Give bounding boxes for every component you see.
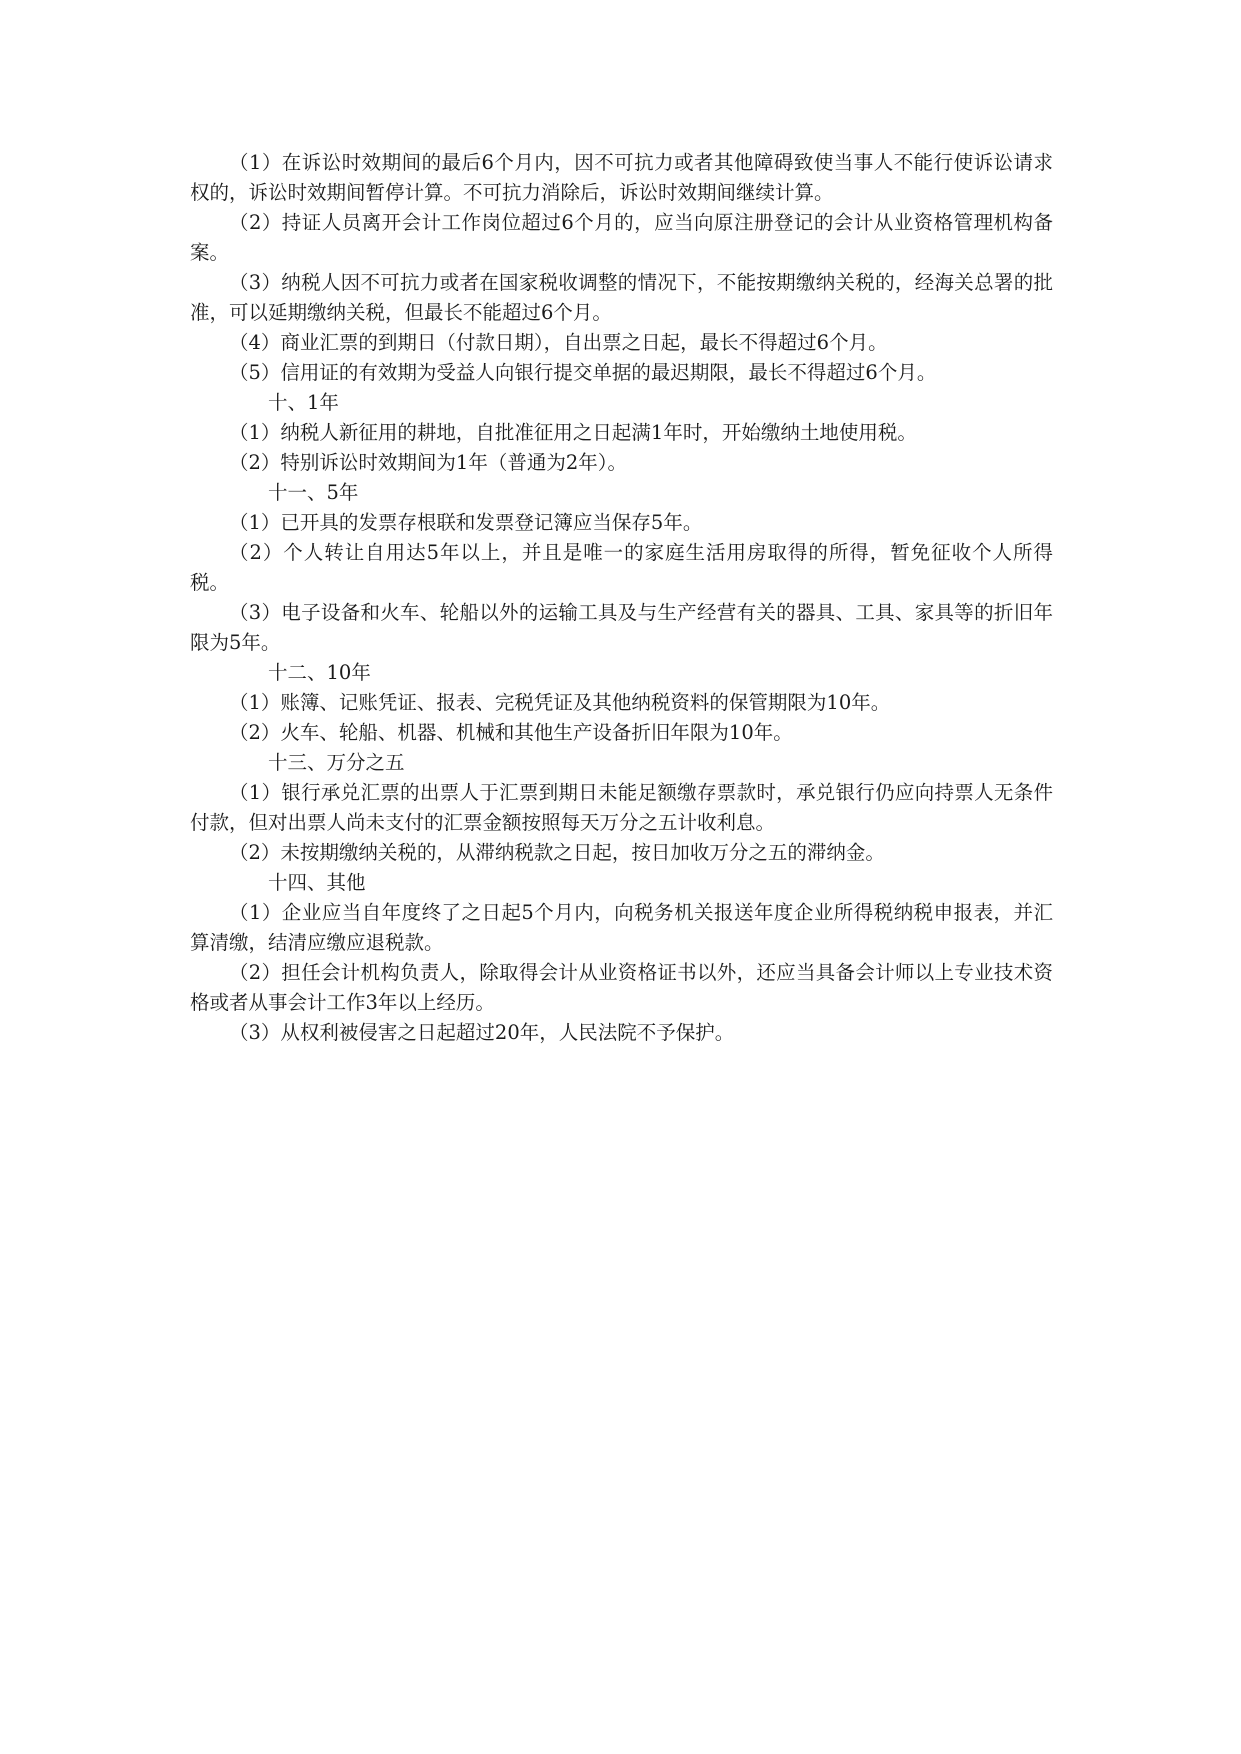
paragraph-6-months-1: （1）在诉讼时效期间的最后6个月内，因不可抗力或者其他障碍致使当事人不能行使诉讼请求权的，诉讼时效期间暂停计算。不可抗力消除后，诉讼时效期间继续计算。	[190, 151, 1053, 204]
paragraph-6-months-3: （3）纳税人因不可抗力或者在国家税收调整的情况下，不能按期缴纳关税的，经海关总署的批准，可以延期缴纳关税，但最长不能超过6个月。	[190, 271, 1053, 324]
paragraph-10-years-1: （1）账簿、记账凭证、报表、完税凭证及其他纳税资料的保管期限为10年。	[229, 691, 891, 714]
paragraph-1-year-2: （2）特别诉讼时效期间为1年（普通为2年）。	[229, 451, 627, 474]
document-page	[190, 148, 1053, 1048]
paragraph-five-ten-thousandths-2: （2）未按期缴纳关税的，从滞纳税款之日起，按日加收万分之五的滞纳金。	[229, 841, 885, 864]
paragraph-other-2: （2）担任会计机构负责人，除取得会计从业资格证书以外，还应当具备会计师以上专业技术资格或者从事会计工作3年以上经历。	[190, 961, 1053, 1014]
section-heading-1-year: 十、1年	[268, 391, 339, 414]
paragraph-other-3: （3）从权利被侵害之日起超过20年，人民法院不予保护。	[229, 1021, 735, 1044]
paragraph-other-1: （1）企业应当自年度终了之日起5个月内，向税务机关报送年度企业所得税纳税申报表，并汇算清缴，结清应缴应退税款。	[190, 901, 1053, 954]
paragraph-5-years-2: （2）个人转让自用达5年以上，并且是唯一的家庭生活用房取得的所得，暂免征收个人所得税。	[190, 541, 1053, 594]
paragraph-5-years-1: （1）已开具的发票存根联和发票登记簿应当保存5年。	[229, 511, 703, 534]
paragraph-5-years-3: （3）电子设备和火车、轮船以外的运输工具及与生产经营有关的器具、工具、家具等的折旧年限为5年。	[190, 601, 1053, 654]
paragraph-five-ten-thousandths-1: （1）银行承兑汇票的出票人于汇票到期日未能足额缴存票款时，承兑银行仍应向持票人无条件付款，但对出票人尚未支付的汇票金额按照每天万分之五计收利息。	[190, 781, 1053, 834]
section-heading-other: 十四、其他	[268, 871, 366, 894]
paragraph-6-months-4: （4）商业汇票的到期日（付款日期），自出票之日起，最长不得超过6个月。	[229, 331, 888, 354]
paragraph-10-years-2: （2）火车、轮船、机器、机械和其他生产设备折旧年限为10年。	[229, 721, 793, 744]
paragraph-1-year-1: （1）纳税人新征用的耕地，自批准征用之日起满1年时，开始缴纳土地使用税。	[229, 421, 917, 444]
section-heading-10-years: 十二、10年	[268, 661, 371, 684]
paragraph-6-months-2: （2）持证人员离开会计工作岗位超过6个月的，应当向原注册登记的会计从业资格管理机构备案。	[190, 211, 1053, 264]
section-heading-five-ten-thousandths: 十三、万分之五	[268, 751, 405, 774]
section-heading-5-years: 十一、5年	[268, 481, 359, 504]
paragraph-6-months-5: （5）信用证的有效期为受益人向银行提交单据的最迟期限，最长不得超过6个月。	[229, 361, 937, 384]
